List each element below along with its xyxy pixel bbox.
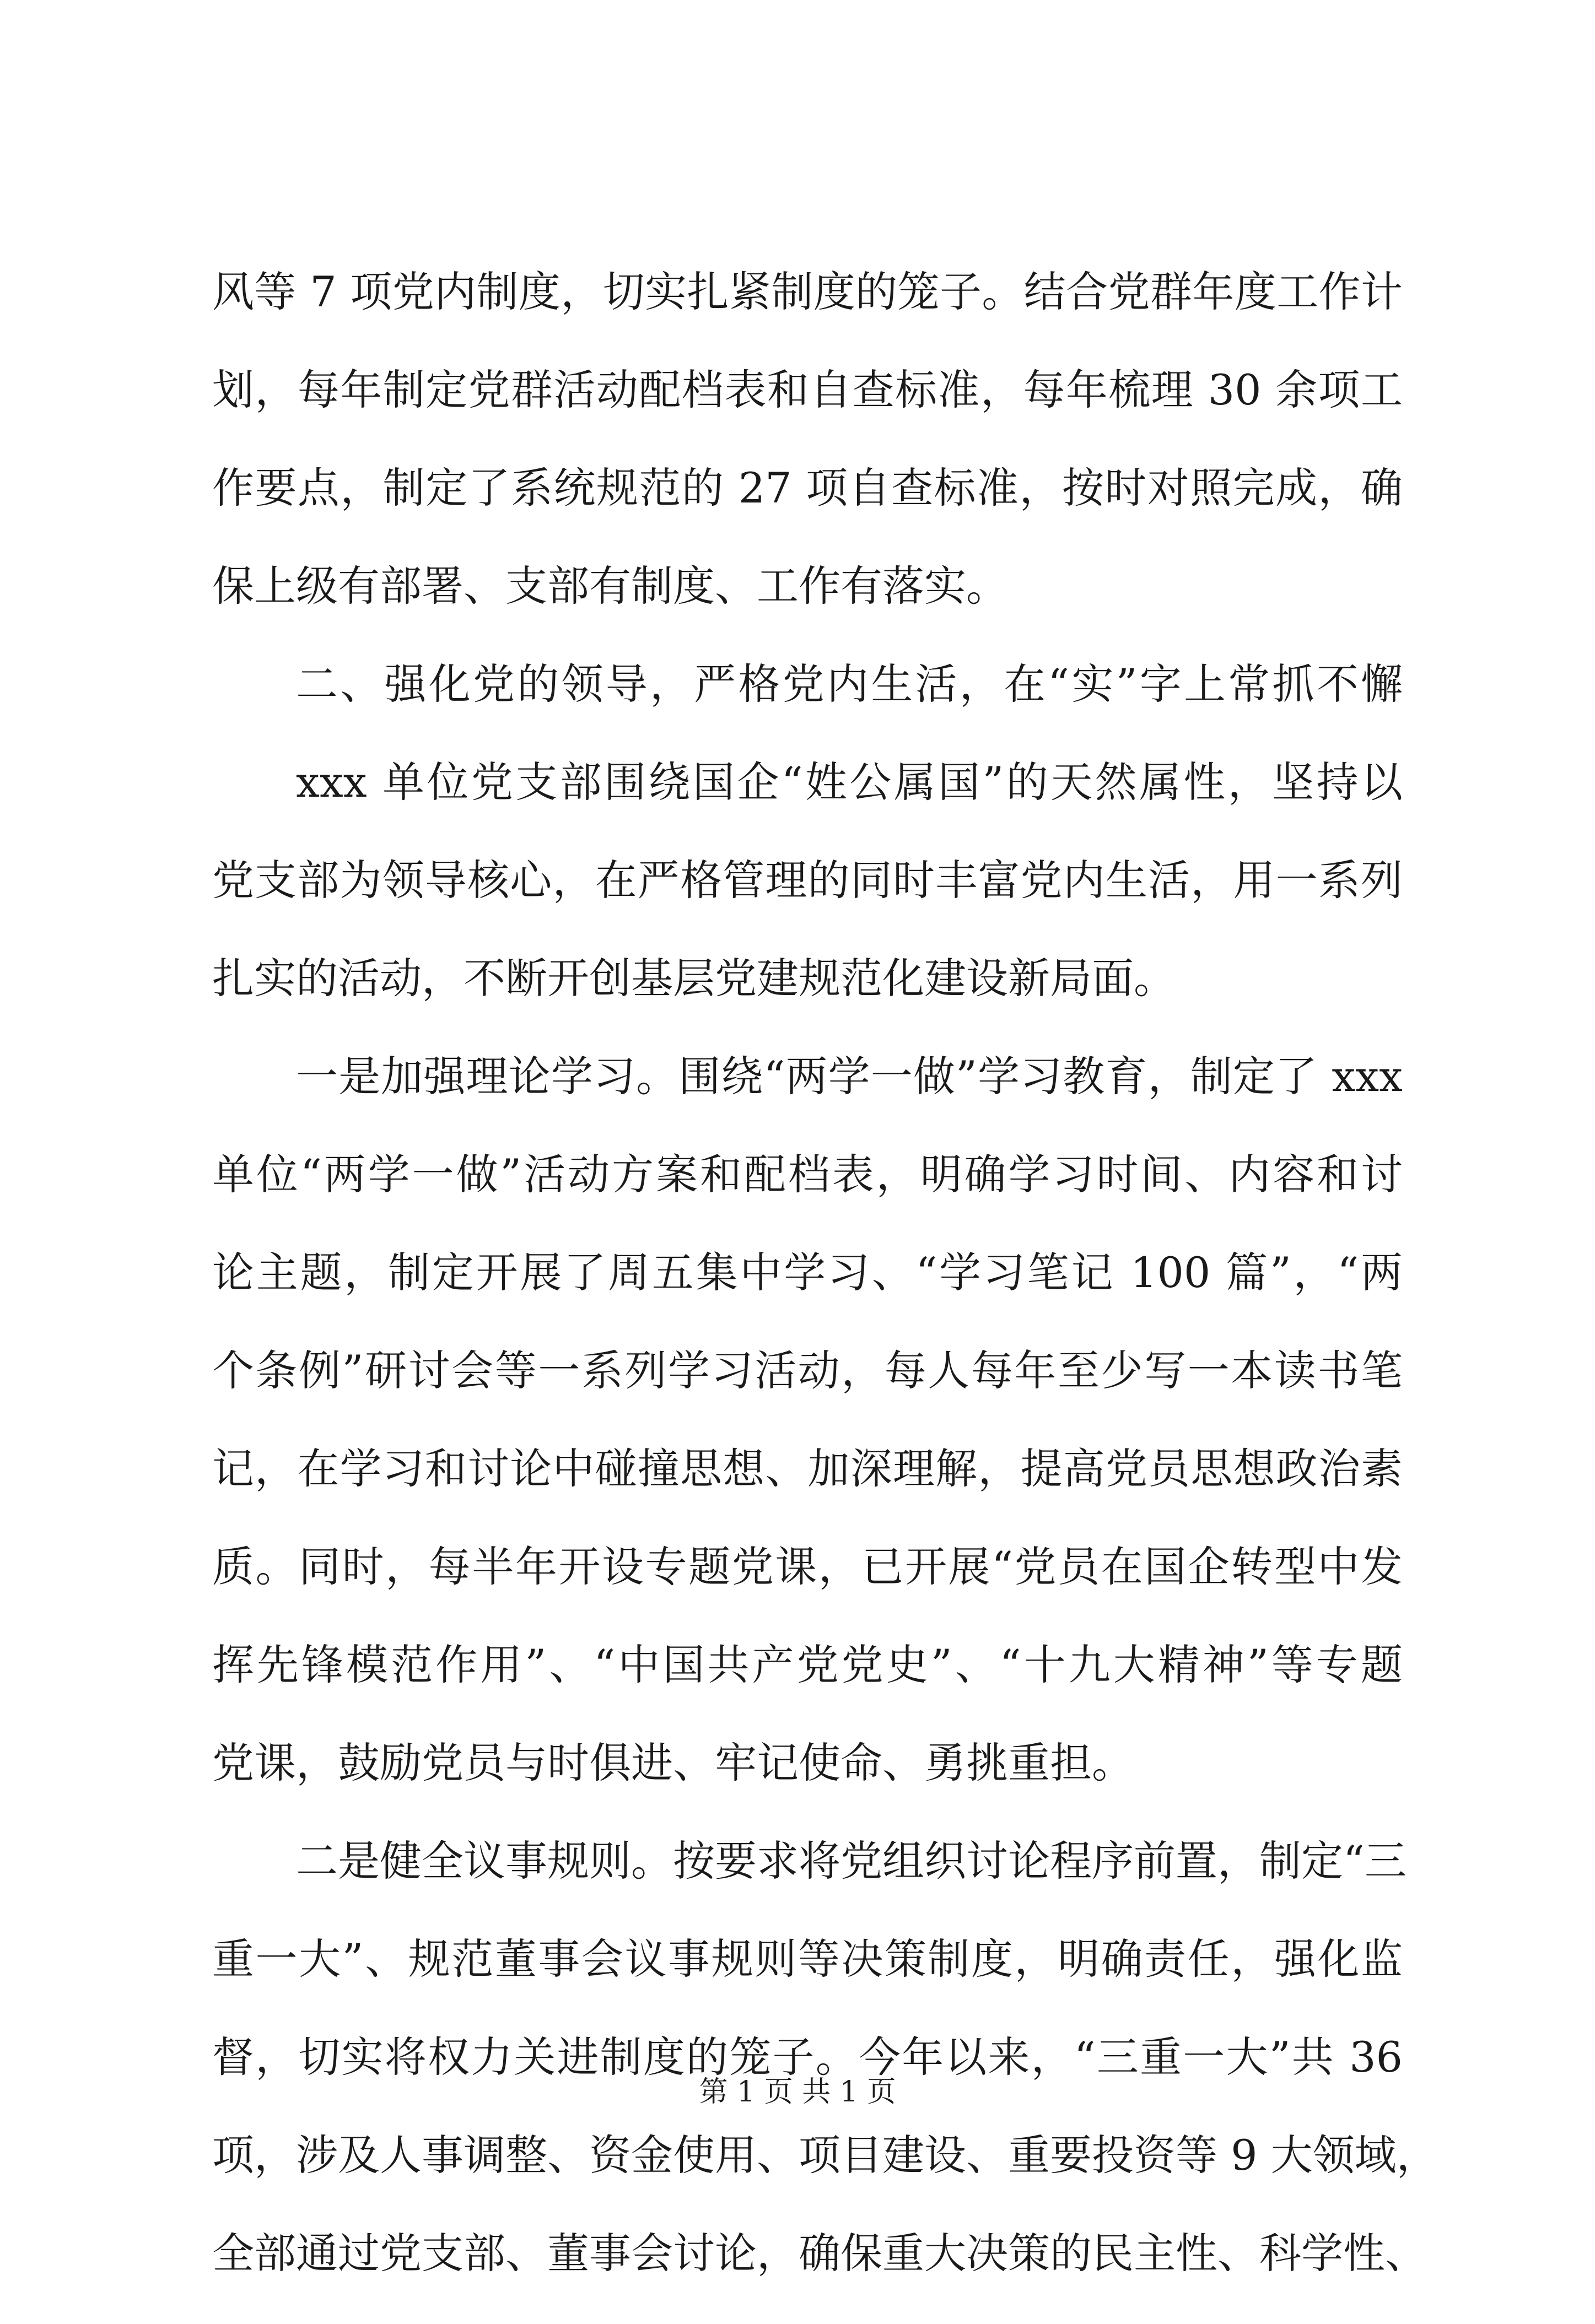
- text-line-18: 重一大”、规范董事会议事规则等决策制度，明确责任，强化监: [212, 1934, 1403, 1983]
- text-line-8: 扎实的活动，不断开创基层党建规范化建设新局面。: [212, 954, 1176, 1003]
- text-line-15: 挥先锋模范作用”、“中国共产党党史”、“十九大精神”等专题: [212, 1640, 1403, 1689]
- text-line-20: 项，涉及人事调整、资金使用、项目建设、重要投资等 9 大领域，: [212, 2131, 1438, 2180]
- text-line-19: 督，切实将权力关进制度的笼子。今年以来，“三重一大”共 36: [212, 2033, 1403, 2082]
- text-line-9: 一是加强理论学习。围绕“两学一做”学习教育，制定了 xxx: [296, 1052, 1403, 1101]
- text-line-10: 单位“两学一做”活动方案和配档表，明确学习时间、内容和讨: [212, 1150, 1403, 1199]
- text-line-13: 记，在学习和讨论中碰撞思想、加深理解，提高党员思想政治素: [212, 1444, 1403, 1493]
- page-footer: 第 1 页 共 1 页: [699, 2076, 896, 2109]
- text-line-3: 作要点，制定了系统规范的 27 项自查标准，按时对照完成，确: [212, 463, 1403, 512]
- text-line-2: 划，每年制定党群活动配档表和自查标准，每年梳理 30 余项工: [212, 365, 1403, 414]
- text-line-1: 风等 7 项党内制度，切实扎紧制度的笼子。结合党群年度工作计: [212, 267, 1403, 316]
- text-line-17: 二是健全议事规则。按要求将党组织讨论程序前置，制定“三: [296, 1836, 1407, 1885]
- text-line-7: 党支部为领导核心，在严格管理的同时丰富党内生活，用一系列: [212, 856, 1403, 905]
- text-line-21: 全部通过党支部、董事会讨论，确保重大决策的民主性、科学性、: [212, 2229, 1427, 2278]
- section-heading: 二、强化党的领导，严格党内生活，在“实”字上常抓不懈: [296, 660, 1403, 709]
- text-line-16: 党课，鼓励党员与时俱进、牢记使命、勇挑重担。: [212, 1738, 1134, 1787]
- text-line-14: 质。同时，每半年开设专题党课，已开展“党员在国企转型中发: [212, 1542, 1403, 1591]
- text-line-6: xxx 单位党支部围绕国企“姓公属国”的天然属性，坚持以: [296, 758, 1403, 807]
- text-line-12: 个条例”研讨会等一系列学习活动，每人每年至少写一本读书笔: [212, 1346, 1403, 1395]
- text-line-11: 论主题，制定开展了周五集中学习、“学习笔记 100 篇”，“两: [212, 1248, 1403, 1297]
- document-body: [212, 264, 1438, 2324]
- text-line-4: 保上级有部署、支部有制度、工作有落实。: [212, 561, 1008, 610]
